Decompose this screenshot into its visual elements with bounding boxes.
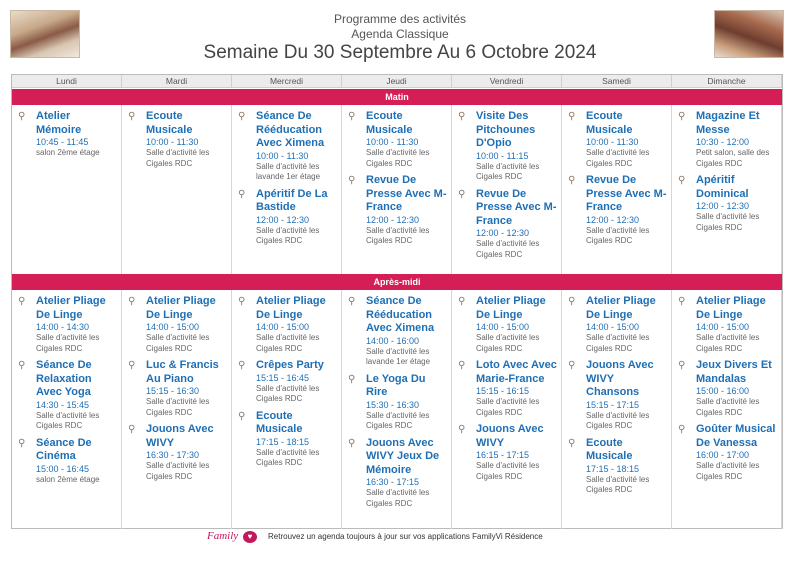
activity-icon: ⚲ (678, 424, 686, 435)
activity-time: 16:00 - 17:00 (696, 450, 750, 460)
activity-place: Salle d'activité les Cigales RDC (366, 410, 430, 430)
residence-photo-right (714, 10, 784, 58)
activity-time: 10:00 - 11:30 (366, 137, 419, 147)
activity-title: Jouons Avec WIVY (146, 423, 214, 449)
activity-item[interactable] (672, 174, 781, 233)
activity-item[interactable] (672, 110, 781, 169)
activity-time: 14:00 - 15:00 (146, 322, 200, 332)
activity-title: Ecoute Musicale (256, 409, 303, 435)
day-column (562, 105, 672, 274)
day-header-5: Samedi (562, 75, 672, 88)
activity-item[interactable] (452, 359, 561, 418)
activity-place: Salle d'activité les Cigales RDC (146, 461, 210, 481)
footer-text: Retrouvez un agenda toujours à jour sur vos applications FamilyVi Résidence (268, 532, 543, 541)
day-header-6: Dimanche (672, 75, 782, 88)
page-header (0, 0, 800, 72)
activity-time: 14:00 - 15:00 (476, 322, 530, 332)
activity-item[interactable] (232, 110, 341, 183)
heart-logo-icon: ♥ (243, 531, 257, 543)
activity-icon: ⚲ (458, 360, 466, 371)
activity-title: Atelier Pliage De Linge (696, 295, 766, 321)
day-header-0: Lundi (12, 75, 122, 88)
activity-title: Séance De Rééducation Avec Ximena (256, 110, 325, 149)
activity-title: Jeux Divers Et Mandalas (696, 359, 772, 385)
activity-item[interactable] (12, 110, 121, 159)
activity-place: salon 2ème étage (36, 474, 100, 484)
day-header-2: Mercredi (232, 75, 342, 88)
activity-icon: ⚲ (458, 188, 466, 200)
activity-time: 15:15 - 17:15 (586, 399, 640, 410)
activity-time: 15:15 - 16:30 (146, 386, 200, 396)
activity-title: Séance De Relaxation Avec Yoga (36, 359, 92, 398)
activity-item[interactable] (342, 373, 451, 432)
activity-time: 14:00 - 15:00 (586, 322, 640, 332)
activity-icon: ⚲ (18, 111, 26, 122)
day-column (232, 290, 342, 529)
activity-title: Ecoute Musicale (586, 110, 633, 136)
activity-time: 15:30 - 16:30 (366, 399, 420, 410)
activity-time: 12:00 - 12:30 (696, 201, 750, 211)
activity-item[interactable] (232, 295, 341, 354)
activity-time: 14:00 - 16:00 (366, 335, 420, 346)
activity-place: Salle d'activité les Cigales RDC (476, 333, 540, 353)
activity-item[interactable] (122, 423, 231, 482)
day-column (672, 290, 782, 529)
activity-item[interactable] (342, 110, 451, 169)
day-header-3: Jeudi (342, 75, 452, 88)
activity-title: Revue De Presse Avec M-France (586, 174, 667, 213)
day-column (672, 105, 782, 274)
activity-place: Salle d'activité les Cigales RDC (586, 410, 650, 430)
day-column (232, 105, 342, 274)
program-label: Programme des activités (333, 12, 467, 26)
activity-item[interactable] (122, 359, 231, 418)
activity-icon: ⚲ (348, 296, 356, 307)
activity-time: 17:15 - 18:15 (256, 436, 310, 447)
morning-band: Matin (12, 89, 782, 105)
day-column (122, 290, 232, 529)
activity-place: Salle d'activité les Cigales RDC (586, 333, 650, 353)
activity-icon: ⚲ (18, 296, 26, 307)
activity-item[interactable] (342, 295, 451, 368)
activity-icon: ⚲ (348, 373, 356, 385)
activity-time: 10:00 - 11:15 (476, 150, 529, 161)
activity-place: Salle d'activité les lavande 1er étage (256, 161, 321, 181)
activity-title: Séance De Rééducation Avec Ximena (366, 295, 435, 334)
activity-place: Salle d'activité les Cigales RDC (476, 461, 540, 481)
activity-time: 10:30 - 12:00 (696, 137, 750, 147)
activity-title: Apéritif De La Bastide (256, 187, 328, 213)
day-header-1: Mardi (122, 75, 232, 88)
activity-title: Atelier Pliage De Linge (476, 295, 546, 321)
day-column (12, 105, 122, 274)
activity-title: Ecoute Musicale (366, 110, 413, 136)
activity-icon: ⚲ (18, 360, 26, 371)
activity-time: 14:00 - 15:00 (256, 322, 310, 332)
activity-icon: ⚲ (348, 437, 356, 449)
activity-place: Salle d'activité les Cigales RDC (256, 333, 320, 353)
activity-title: Atelier Pliage De Linge (146, 295, 216, 321)
weekly-agenda-grid (11, 74, 783, 529)
activity-title: Luc & Francis Au Piano (146, 359, 219, 385)
day-column (562, 290, 672, 529)
activity-place: Salle d'activité les Cigales RDC (366, 225, 430, 245)
activity-time: 16:15 - 17:15 (476, 450, 530, 460)
activity-icon: ⚲ (348, 175, 356, 186)
activity-item[interactable] (232, 359, 341, 405)
activity-place: Salle d'activité les Cigales RDC (696, 212, 760, 232)
page-title: Semaine Du 30 Septembre Au 6 Octobre 2024 (203, 42, 597, 63)
activity-place: Salle d'activité les Cigales RDC (476, 161, 540, 181)
activity-place: salon 2ème étage (36, 148, 100, 157)
activity-item[interactable] (232, 410, 341, 469)
day-header-4: Vendredi (452, 75, 562, 88)
activity-time: 16:30 - 17:15 (366, 477, 420, 487)
activity-item[interactable] (562, 110, 671, 169)
activity-item[interactable] (562, 437, 671, 496)
activity-icon: ⚲ (128, 296, 136, 307)
activity-item[interactable] (672, 423, 781, 482)
activity-item[interactable] (342, 174, 451, 247)
activity-icon: ⚲ (238, 111, 246, 122)
activity-time: 17:15 - 18:15 (586, 463, 640, 474)
activity-time: 14:00 - 14:30 (36, 322, 90, 332)
activity-time: 15:00 - 16:45 (36, 463, 90, 474)
activity-time: 10:00 - 11:30 (256, 150, 309, 161)
activity-title: Goûter Musical De Vanessa (696, 423, 776, 449)
activity-title: Visite Des Pitchounes D'Opio (476, 110, 536, 149)
activity-place: Petit salon, salle des Cigales RDC (696, 148, 770, 168)
activity-icon: ⚲ (348, 111, 356, 122)
activity-title: Atelier Mémoire (36, 110, 82, 136)
activity-time: 12:00 - 12:30 (366, 214, 420, 225)
activity-title: Atelier Pliage De Linge (586, 295, 656, 321)
activity-title: Magazine Et Messe (696, 110, 760, 136)
activity-time: 16:30 - 17:30 (146, 450, 200, 460)
afternoon-band: Après-midi (12, 274, 782, 290)
activity-title: Revue De Presse Avec M-France (366, 174, 447, 213)
activity-icon: ⚲ (568, 437, 576, 449)
activity-title: Apéritif Dominical (696, 174, 749, 200)
activity-title: Ecoute Musicale (586, 436, 633, 462)
activity-title: Jouons Avec WIVY (476, 423, 544, 449)
activity-time: 14:30 - 15:45 (36, 399, 90, 410)
activity-title: Le Yoga Du Rire (366, 372, 426, 398)
activity-icon: ⚲ (678, 175, 686, 186)
activity-icon: ⚲ (458, 296, 466, 307)
activity-place: Salle d'activité les Cigales RDC (476, 397, 540, 417)
activity-icon: ⚲ (128, 360, 136, 371)
activity-icon: ⚲ (128, 111, 136, 122)
activity-place: Salle d'activité les Cigales RDC (146, 397, 210, 417)
activity-place: Salle d'activité les Cigales RDC (586, 225, 650, 245)
activity-place: Salle d'activité les Cigales RDC (366, 148, 430, 168)
activity-time: 12:00 - 12:30 (586, 214, 640, 225)
activity-item[interactable] (562, 359, 671, 432)
activity-item[interactable] (342, 437, 451, 510)
activity-icon: ⚲ (568, 175, 576, 186)
activity-time: 10:00 - 11:30 (146, 137, 199, 147)
activity-place: Salle d'activité les Cigales RDC (696, 461, 760, 481)
activity-icon: ⚲ (458, 111, 466, 122)
activity-place: Salle d'activité les Cigales RDC (36, 333, 100, 353)
activity-item[interactable] (12, 437, 121, 486)
day-column (452, 105, 562, 274)
activity-time: 10:45 - 11:45 (36, 137, 89, 147)
activity-icon: ⚲ (18, 437, 26, 449)
activity-title: Revue De Presse Avec M-France (476, 187, 557, 227)
activity-icon: ⚲ (678, 111, 686, 122)
activity-title: Atelier Pliage De Linge (36, 295, 106, 321)
familyvi-logo: Family (207, 530, 239, 542)
activity-item[interactable] (122, 110, 231, 169)
activity-icon: ⚲ (678, 360, 686, 371)
activity-place: Salle d'activité les Cigales RDC (36, 410, 100, 430)
day-column (342, 105, 452, 274)
activity-place: Salle d'activité les Cigales RDC (476, 239, 540, 259)
activity-item[interactable] (12, 295, 121, 354)
activity-place: Salle d'activité les Cigales RDC (256, 447, 320, 467)
activity-place: Salle d'activité les Cigales RDC (586, 474, 650, 494)
day-column (12, 290, 122, 529)
activity-icon: ⚲ (238, 360, 246, 371)
activity-item[interactable] (452, 295, 561, 354)
activity-icon: ⚲ (128, 424, 136, 435)
activity-place: Salle d'activité les Cigales RDC (366, 488, 430, 508)
activity-item[interactable] (672, 295, 781, 354)
activity-icon: ⚲ (568, 111, 576, 122)
activity-item[interactable] (452, 423, 561, 482)
day-column (452, 290, 562, 529)
activity-icon: ⚲ (238, 188, 246, 200)
activity-time: 15:15 - 16:45 (256, 372, 310, 383)
activity-title: Ecoute Musicale (146, 110, 193, 136)
activity-icon: ⚲ (458, 424, 466, 435)
activity-item[interactable] (122, 295, 231, 354)
activity-item[interactable] (562, 174, 671, 247)
activity-title: Séance De Cinéma (36, 436, 92, 462)
day-header-row (12, 75, 782, 88)
activity-icon: ⚲ (238, 410, 246, 422)
activity-title: Jouons Avec WIVY Jeux De Mémoire (366, 436, 440, 476)
activity-icon: ⚲ (678, 296, 686, 307)
activity-title: Crêpes Party (256, 359, 324, 371)
activity-time: 15:00 - 16:00 (696, 386, 750, 396)
activity-place: Salle d'activité les Cigales RDC (146, 148, 210, 168)
activity-item[interactable] (232, 188, 341, 247)
activity-icon: ⚲ (568, 360, 576, 371)
activity-icon: ⚲ (568, 296, 576, 307)
activity-place: Salle d'activité les Cigales RDC (146, 333, 210, 353)
page-footer (0, 530, 800, 544)
activity-time: 10:00 - 11:30 (586, 137, 639, 147)
activity-item[interactable] (672, 359, 781, 418)
activity-item[interactable] (562, 295, 671, 354)
activity-place: Salle d'activité les Cigales RDC (696, 333, 760, 353)
activity-item[interactable] (452, 188, 561, 261)
activity-place: Salle d'activité les lavande 1er étage (366, 346, 431, 366)
agenda-type: Agenda Classique (351, 27, 449, 41)
activity-title: Jouons Avec WIVY Chansons (586, 359, 654, 398)
activity-place: Salle d'activité les Cigales RDC (696, 397, 760, 417)
day-column (122, 105, 232, 274)
activity-time: 12:00 - 12:30 (256, 214, 310, 225)
activity-icon: ⚲ (238, 296, 246, 307)
activity-place: Salle d'activité les Cigales RDC (256, 225, 320, 245)
day-column (342, 290, 452, 529)
activity-time: 15:15 - 16:15 (476, 386, 530, 396)
activity-time: 14:00 - 15:00 (696, 322, 750, 332)
activity-time: 12:00 - 12:30 (476, 228, 530, 238)
activity-item[interactable] (12, 359, 121, 432)
activity-place: Salle d'activité les Cigales RDC (256, 383, 320, 403)
activity-place: Salle d'activité les Cigales RDC (586, 148, 650, 168)
activity-title: Atelier Pliage De Linge (256, 295, 326, 321)
activity-title: Loto Avec Avec Marie-France (476, 359, 557, 385)
activity-item[interactable] (452, 110, 561, 183)
